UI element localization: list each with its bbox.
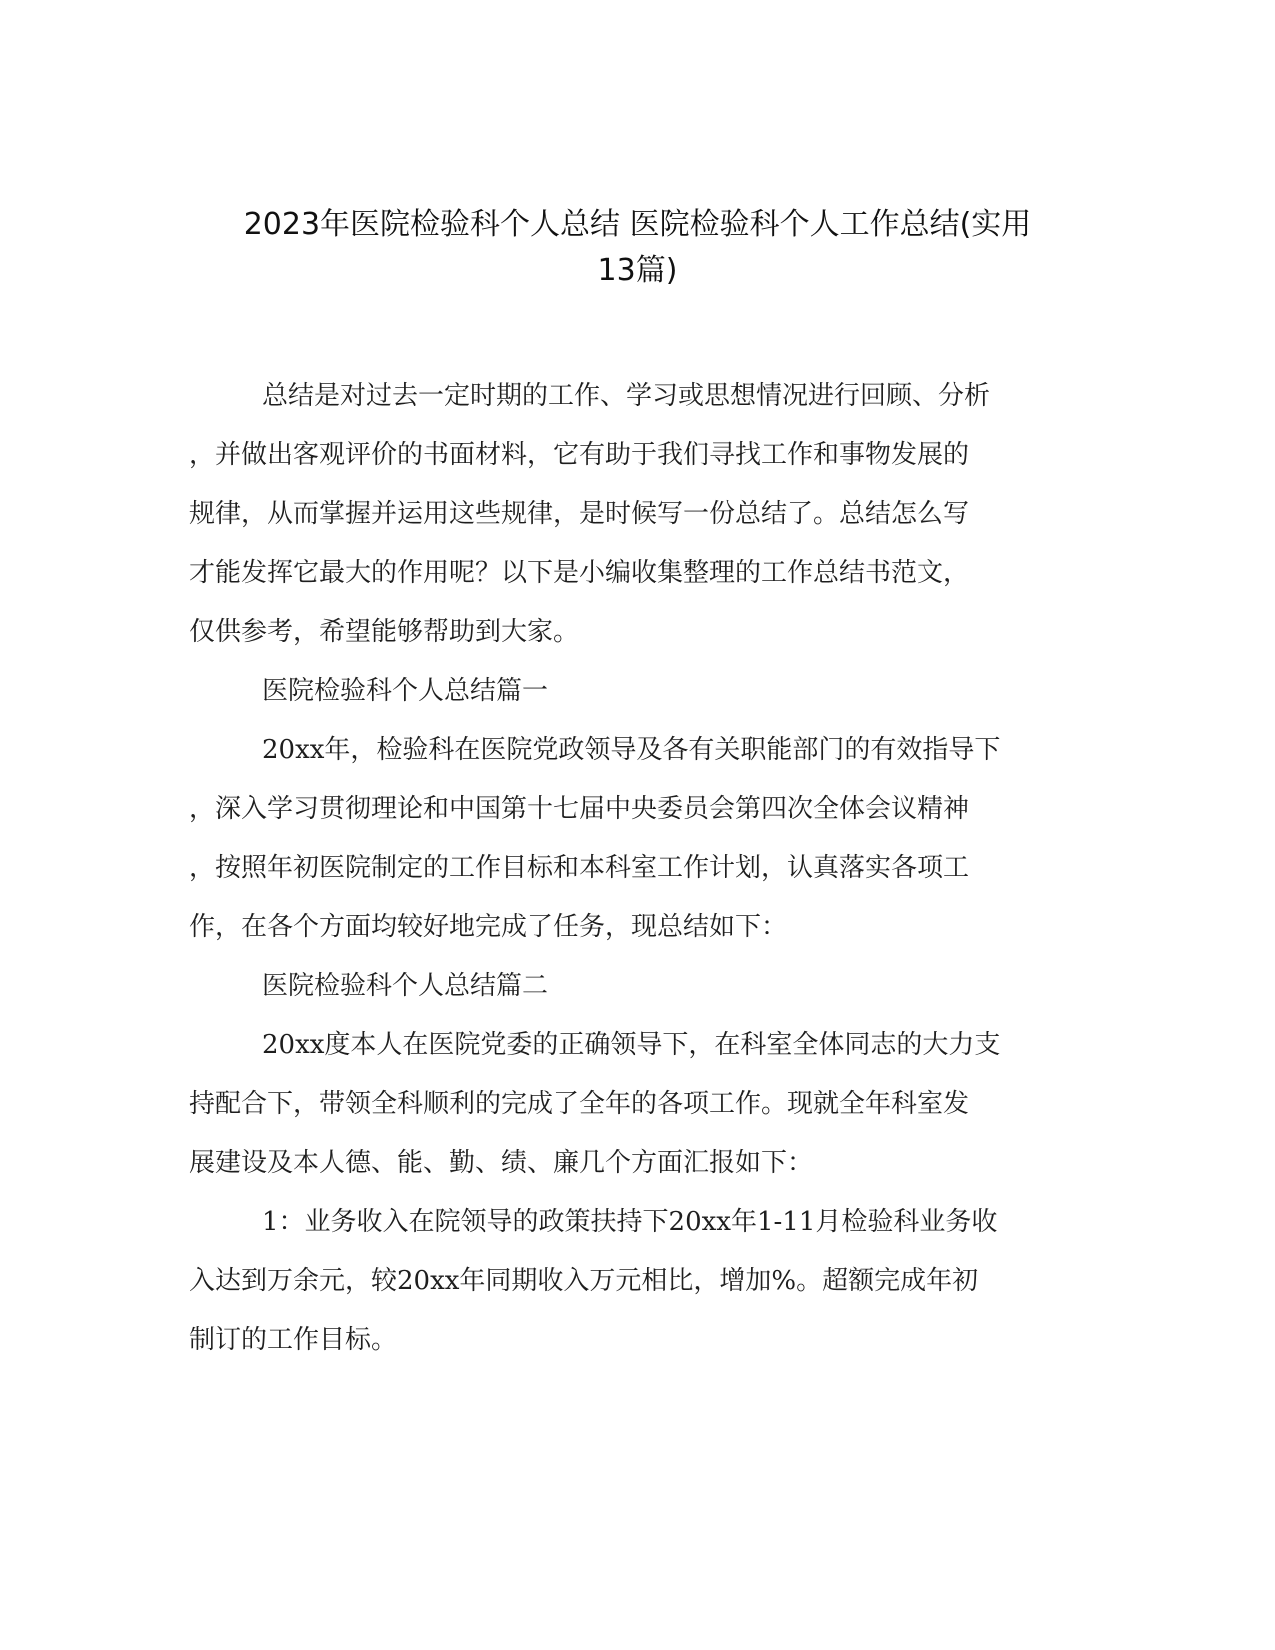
intro-paragraph-line: ，并做出客观评价的书面材料，它有助于我们寻找工作和事物发展的: [189, 440, 970, 470]
section-two-paragraph-line: 持配合下，带领全科顺利的完成了全年的各项工作。现就全年科室发: [189, 1089, 970, 1119]
intro-paragraph-line: 仅供参考，希望能够帮助到大家。: [189, 617, 580, 647]
section-heading-two: 医院检验科个人总结篇二: [262, 971, 549, 1001]
intro-paragraph-line: 总结是对过去一定时期的工作、学习或思想情况进行回顾、分析: [262, 381, 991, 411]
item-one-paragraph-line: 制订的工作目标。: [189, 1325, 398, 1355]
section-heading-one: 医院检验科个人总结篇一: [262, 676, 549, 706]
section-one-paragraph-line: 作，在各个方面均较好地完成了任务，现总结如下：: [189, 912, 788, 942]
section-two-paragraph-line: 20xx度本人在医院党委的正确领导下，在科室全体同志的大力支: [262, 1030, 1001, 1060]
item-one-paragraph-line: 1：业务收入在院领导的政策扶持下20xx年1-11月检验科业务收: [262, 1207, 998, 1237]
document-body: [189, 367, 1089, 1370]
title-line: 13篇): [597, 253, 678, 288]
section-two-paragraph-line: 展建设及本人德、能、勤、绩、廉几个方面汇报如下：: [189, 1148, 814, 1178]
section-one-paragraph-line: ，深入学习贯彻理论和中国第十七届中央委员会第四次全体会议精神: [189, 794, 970, 824]
section-one-paragraph-line: ，按照年初医院制定的工作目标和本科室工作计划，认真落实各项工: [189, 853, 970, 883]
section-one-paragraph-line: 20xx年，检验科在医院党政领导及各有关职能部门的有效指导下: [262, 735, 1001, 765]
title-line: 2023年医院检验科个人总结 医院检验科个人工作总结(实用: [243, 207, 1032, 242]
item-one-paragraph-line: 入达到万余元，较20xx年同期收入万元相比，增加%。超额完成年初: [189, 1266, 979, 1296]
intro-paragraph-line: 才能发挥它最大的作用呢？以下是小编收集整理的工作总结书范文，: [189, 558, 970, 588]
document-title: [150, 202, 1125, 294]
intro-paragraph-line: 规律，从而掌握并运用这些规律，是时候写一份总结了。总结怎么写: [189, 499, 970, 529]
